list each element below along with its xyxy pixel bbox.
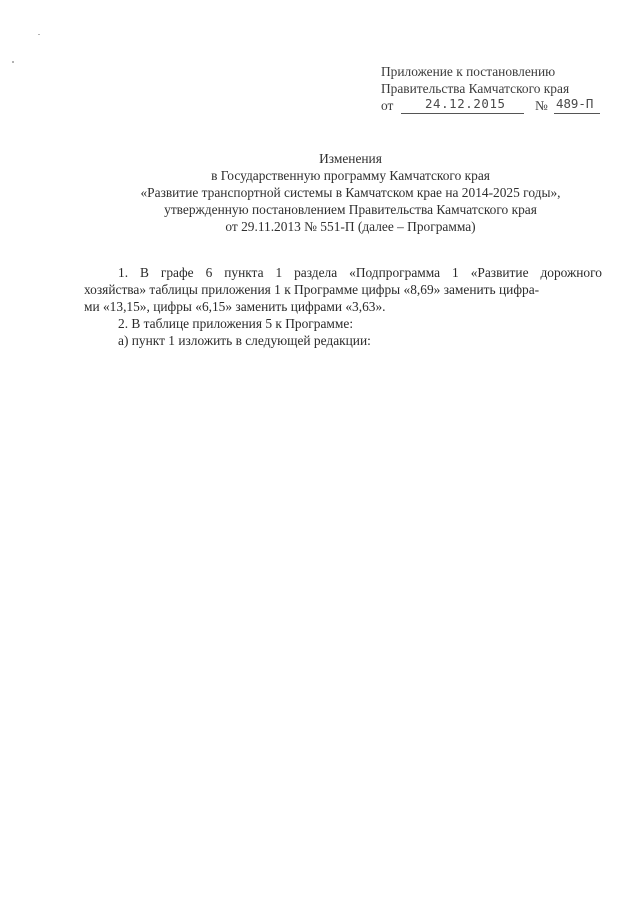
title-line-1: Изменения bbox=[319, 151, 382, 166]
word: «Развитие bbox=[470, 265, 529, 280]
appendix-line-2: Правительства Камчатского края bbox=[381, 81, 570, 96]
word: 6 bbox=[205, 265, 213, 280]
number-prefix: № bbox=[535, 98, 548, 113]
title-line-3: «Развитие транспортной системы в Камчатском крае на 2014-2025 годы», bbox=[140, 185, 561, 200]
word: графе bbox=[160, 265, 194, 280]
document-body bbox=[84, 264, 602, 349]
word: раздела bbox=[294, 265, 338, 280]
word: дорожного bbox=[540, 265, 602, 280]
number-slot bbox=[554, 97, 600, 114]
decree-date: 24.12.2015 bbox=[425, 96, 506, 111]
title-line-2: в Государственную программу Камчатского края bbox=[211, 168, 490, 183]
word: «Подпрограмма bbox=[349, 265, 441, 280]
document-title bbox=[60, 150, 640, 235]
item-2a: а) пункт 1 изложить в следующей редакции: bbox=[118, 333, 371, 348]
word: 1. bbox=[118, 265, 129, 280]
item-2: 2. В таблице приложения 5 к Программе: bbox=[118, 316, 354, 331]
item-1-line-2: хозяйства» таблицы приложения 1 к Программе цифры «8,69» заменить цифра- bbox=[84, 282, 540, 297]
scan-speck bbox=[38, 34, 40, 35]
title-line-5: от 29.11.2013 № 551-П (далее – Программа) bbox=[225, 219, 476, 234]
word: 1 bbox=[452, 265, 459, 280]
word: В bbox=[139, 265, 149, 280]
title-line-4: утвержденную постановлением Правительства Камчатского края bbox=[164, 202, 537, 217]
appendix-header bbox=[381, 63, 621, 114]
decree-number: 489-П bbox=[556, 96, 594, 111]
date-prefix: от bbox=[381, 98, 394, 113]
item-1-line-3: ми «13,15», цифры «6,15» заменить цифрами «3,63». bbox=[84, 299, 386, 314]
item-1-line-1 bbox=[84, 264, 602, 281]
appendix-line-1: Приложение к постановлению bbox=[381, 64, 556, 79]
date-slot bbox=[401, 97, 524, 114]
appendix-date-line bbox=[381, 97, 621, 114]
scan-speck bbox=[12, 61, 14, 63]
word: 1 bbox=[275, 265, 283, 280]
word: пункта bbox=[224, 265, 264, 280]
